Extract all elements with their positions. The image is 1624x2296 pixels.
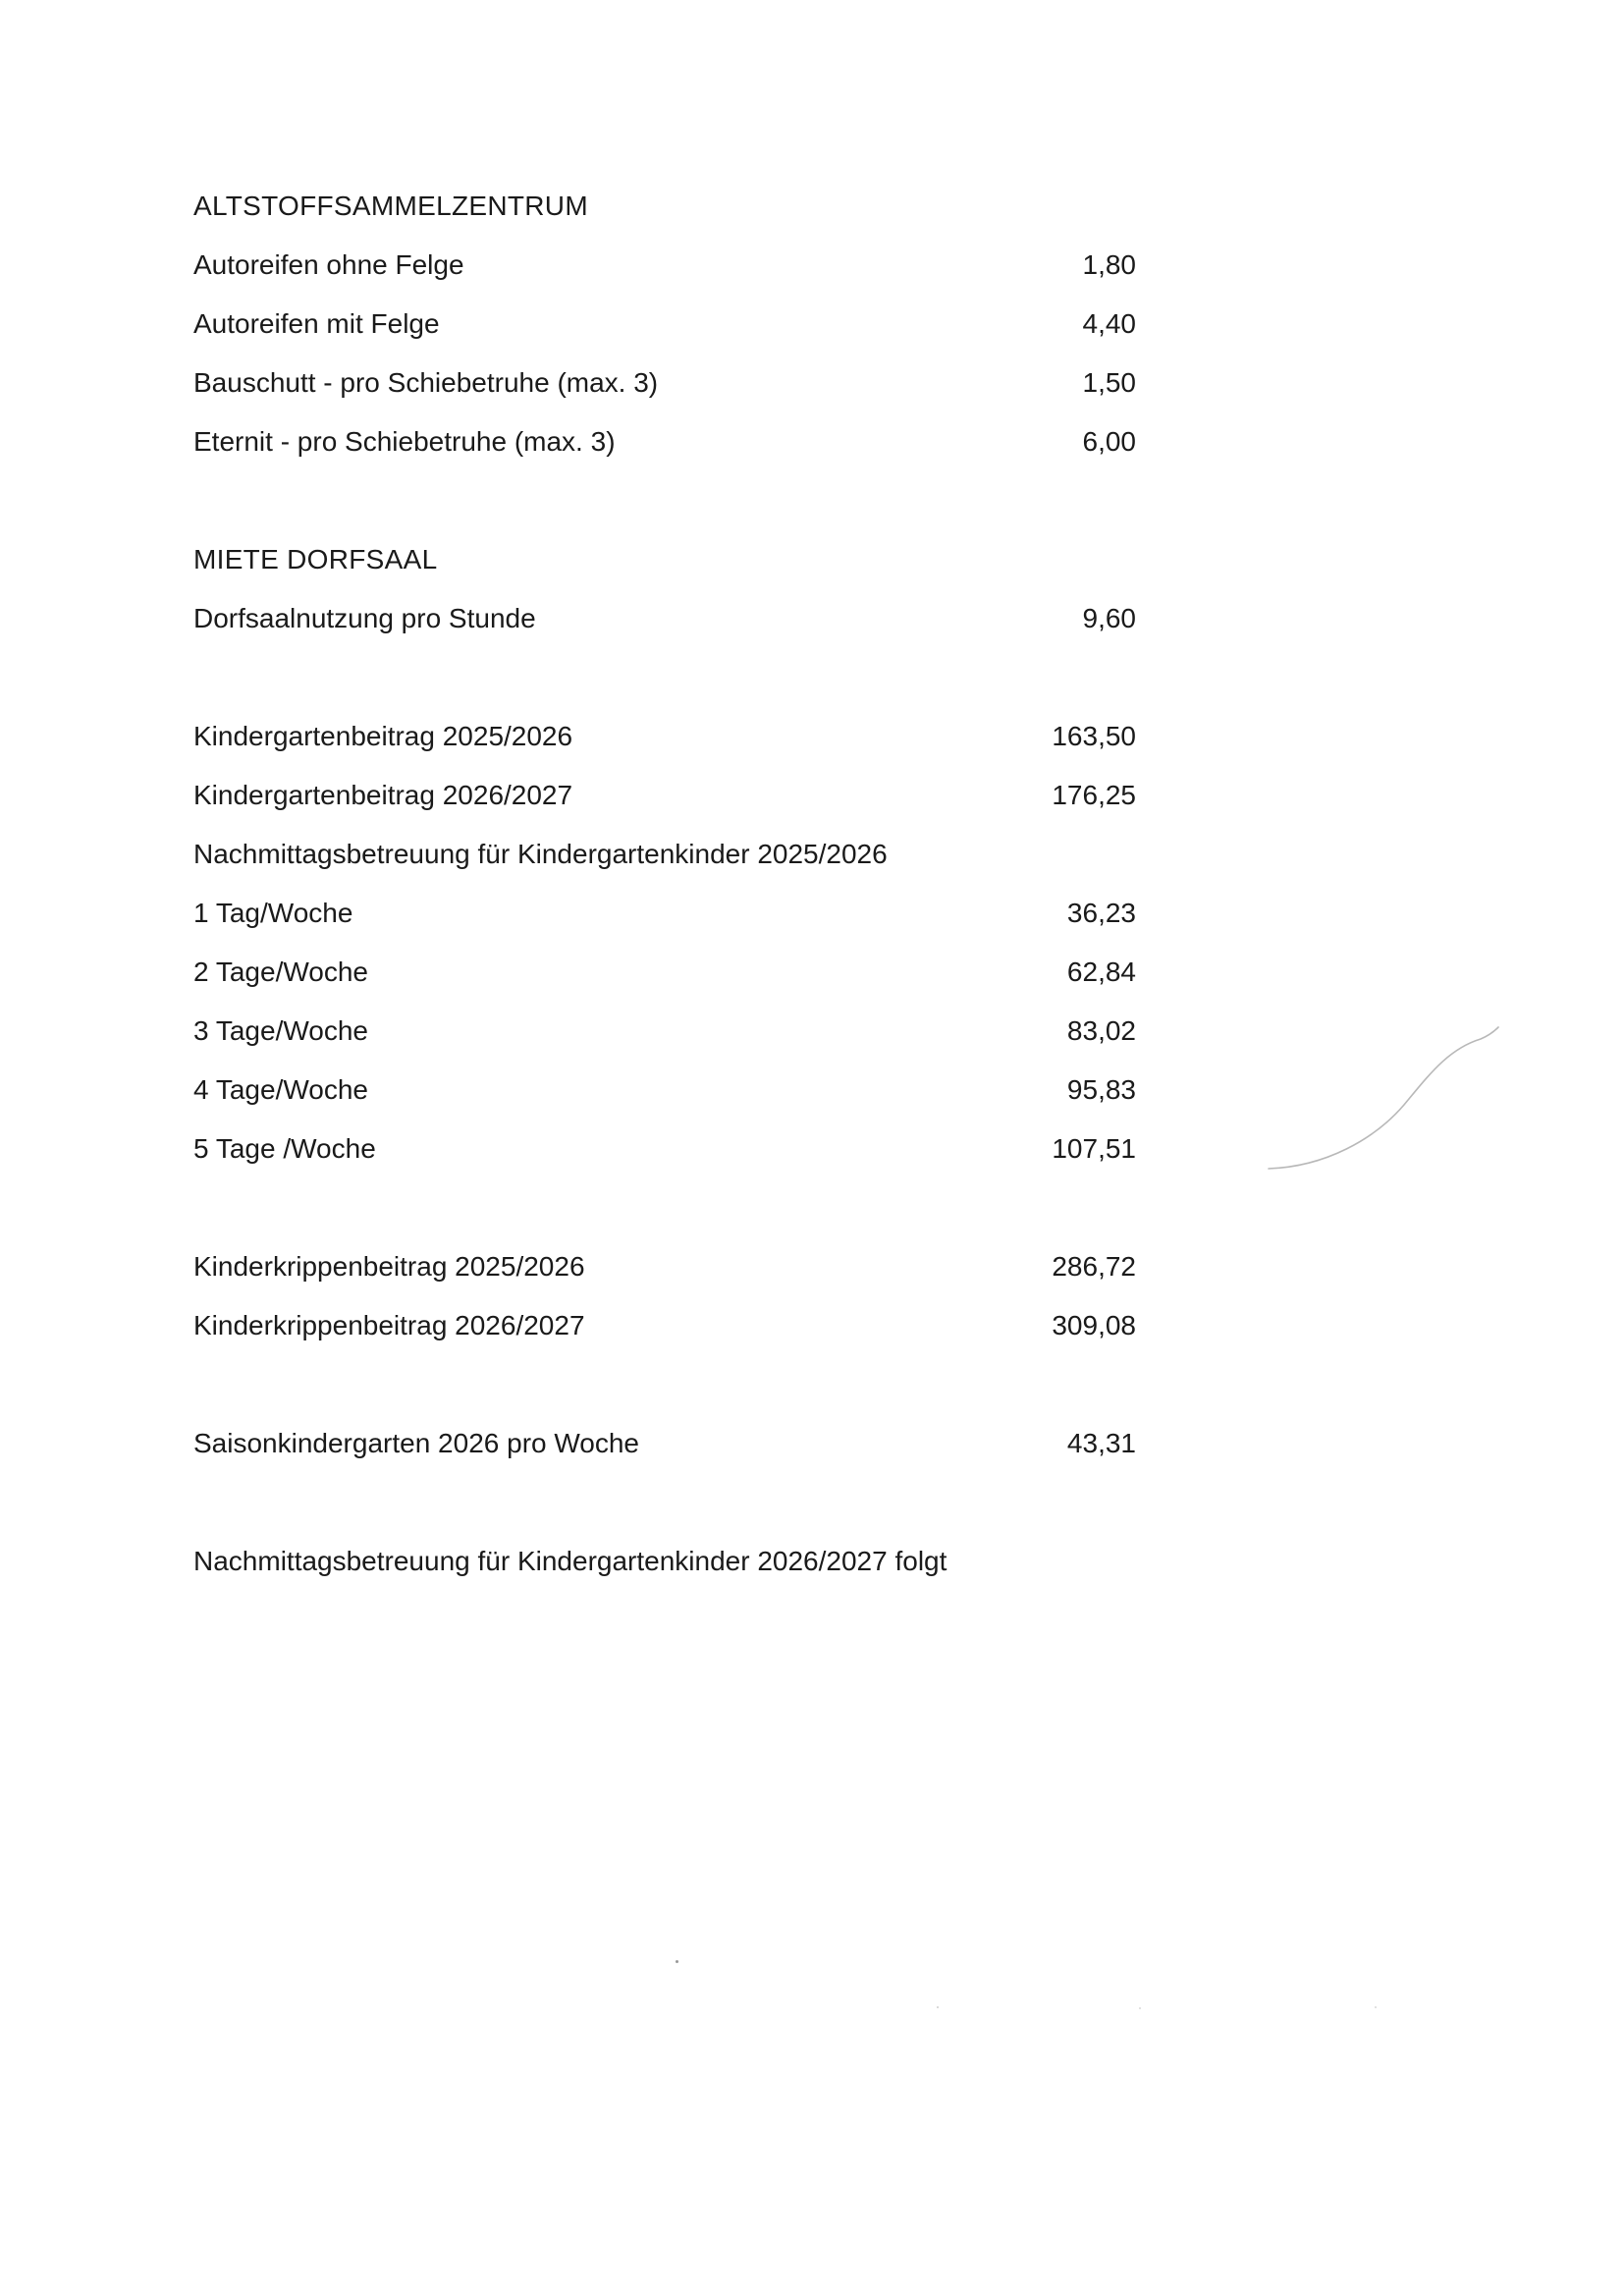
price-row-label: Eternit - pro Schiebetruhe (max. 3) xyxy=(193,426,616,457)
section-heading-altstoff xyxy=(193,187,1136,226)
section-heading-dorfsaal xyxy=(193,540,1136,579)
price-row xyxy=(193,1247,1136,1286)
scan-speck xyxy=(937,2006,939,2008)
price-row-label: Kinderkrippenbeitrag 2025/2026 xyxy=(193,1251,585,1282)
section-heading-label: ALTSTOFFSAMMELZENTRUM xyxy=(193,191,588,221)
price-row-label: Autoreifen mit Felge xyxy=(193,308,440,339)
price-row xyxy=(193,1424,1136,1463)
price-row-label: Kindergartenbeitrag 2026/2027 xyxy=(193,780,573,810)
price-row-label: 3 Tage/Woche xyxy=(193,1015,368,1046)
price-row-value: 286,72 xyxy=(1052,1251,1136,1282)
price-row-label: Kinderkrippenbeitrag 2026/2027 xyxy=(193,1310,585,1340)
price-row-value: 62,84 xyxy=(1066,957,1136,987)
price-row xyxy=(193,304,1136,344)
price-row-value: 43,31 xyxy=(1066,1428,1136,1458)
price-row-value: 4,40 xyxy=(1082,308,1136,339)
price-row-label: 5 Tage /Woche xyxy=(193,1133,376,1164)
price-row xyxy=(193,1070,1136,1110)
price-row-value: 309,08 xyxy=(1052,1310,1136,1340)
price-row-value: 83,02 xyxy=(1066,1015,1136,1046)
footnote-text: Nachmittagsbetreuung für Kindergartenkinder 2026/2027 folgt xyxy=(193,1546,947,1576)
price-row-value: 163,50 xyxy=(1052,721,1136,751)
scan-speck xyxy=(676,1960,678,1963)
price-row-value: 6,00 xyxy=(1082,426,1136,457)
price-row-label: Saisonkindergarten 2026 pro Woche xyxy=(193,1428,640,1458)
footnote xyxy=(193,1542,1136,1581)
price-row xyxy=(193,599,1136,638)
price-row xyxy=(193,246,1136,285)
price-row xyxy=(193,953,1136,992)
price-row-value: 1,50 xyxy=(1082,367,1136,398)
subsection-heading-label: Nachmittagsbetreuung für Kindergartenkinder 2025/2026 xyxy=(193,839,888,869)
price-row xyxy=(193,422,1136,462)
price-row-label: Bauschutt - pro Schiebetruhe (max. 3) xyxy=(193,367,659,398)
price-row-label: 4 Tage/Woche xyxy=(193,1074,368,1105)
price-row xyxy=(193,1306,1136,1345)
price-row-label: Autoreifen ohne Felge xyxy=(193,249,464,280)
price-row xyxy=(193,1011,1136,1051)
price-row-value: 36,23 xyxy=(1066,898,1136,928)
price-row-value: 176,25 xyxy=(1052,780,1136,810)
price-row xyxy=(193,1129,1136,1169)
price-row xyxy=(193,717,1136,756)
price-row-value: 1,80 xyxy=(1082,249,1136,280)
scan-speck xyxy=(1375,2006,1377,2008)
price-row-value: 95,83 xyxy=(1066,1074,1136,1105)
price-row-label: Kindergartenbeitrag 2025/2026 xyxy=(193,721,573,751)
price-row-label: 1 Tag/Woche xyxy=(193,898,353,928)
section-heading-label: MIETE DORFSAAL xyxy=(193,544,438,574)
subsection-heading-afternoon xyxy=(193,835,1136,874)
price-row xyxy=(193,894,1136,933)
price-row xyxy=(193,363,1136,403)
handwritten-stroke-icon xyxy=(1267,1021,1502,1178)
price-row-label: 2 Tage/Woche xyxy=(193,957,368,987)
price-row-value: 9,60 xyxy=(1082,603,1136,633)
price-row xyxy=(193,776,1136,815)
scan-speck xyxy=(1139,2007,1141,2009)
price-row-value: 107,51 xyxy=(1052,1133,1136,1164)
price-row-label: Dorfsaalnutzung pro Stunde xyxy=(193,603,536,633)
